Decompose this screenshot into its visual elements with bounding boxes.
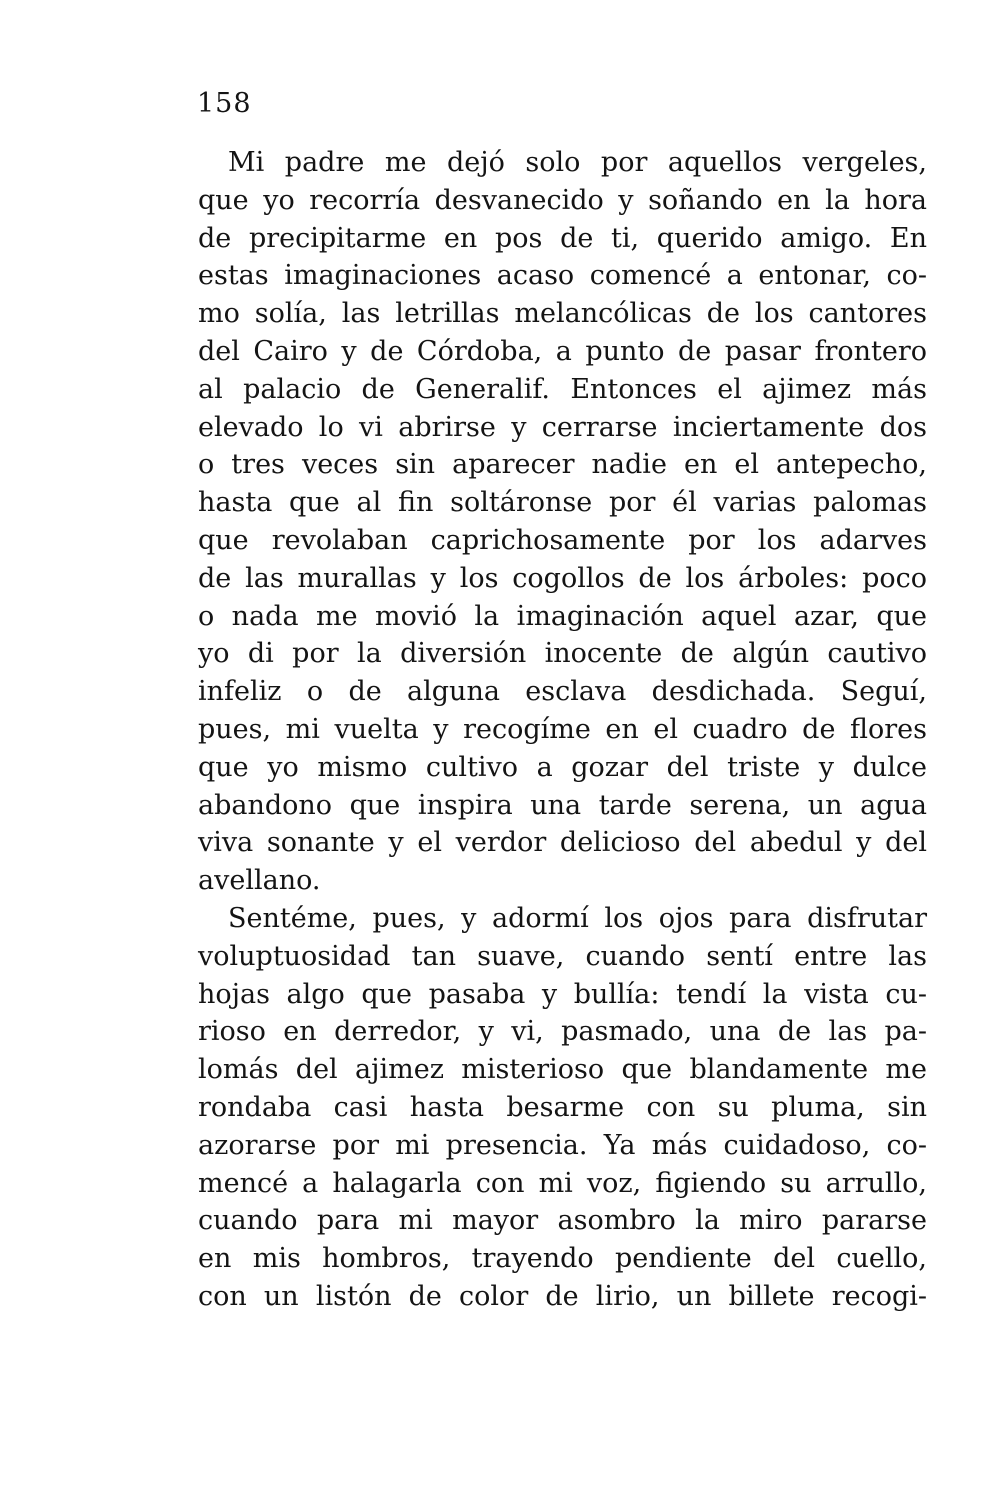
text-line: rioso en derredor, y vi, pasmado, una de las pa- (198, 1016, 927, 1048)
paragraph-2 (198, 900, 927, 1316)
text-line: azorarse por mi presencia. Ya más cuidadoso, co- (198, 1129, 927, 1161)
paragraph-1 (198, 144, 927, 900)
text-line: que yo recorría desvanecido y soñando en la hora (198, 184, 927, 216)
text-line: voluptuosidad tan suave, cuando sentí entre las (198, 940, 927, 972)
text-line: o tres veces sin aparecer nadie en el antepecho, (198, 449, 927, 481)
text-line: que yo mismo cultivo a gozar del triste y dulce (198, 751, 927, 783)
text-line: lomás del ajimez misterioso que blandamente me (198, 1054, 927, 1086)
page-number: 158 (197, 88, 252, 119)
text-line: Sentéme, pues, y adormí los ojos para disfrutar (228, 902, 927, 934)
body-text (198, 144, 927, 1316)
text-line: Mi padre me dejó solo por aquellos vergeles, (228, 147, 927, 178)
text-line: del Cairo y de Córdoba, a punto de pasar frontero (198, 335, 927, 367)
text-line: de las murallas y los cogollos de los árboles: poco (198, 562, 927, 594)
text-line: rondaba casi hasta besarme con su pluma, sin (198, 1091, 927, 1123)
text-line: mencé a halagarla con mi voz, figiendo su arrullo, (198, 1167, 927, 1199)
text-line: hojas algo que pasaba y bullía: tendí la vista cu- (198, 978, 927, 1010)
text-line: abandono que inspira una tarde serena, un agua (198, 789, 927, 821)
text-line: yo di por la diversión inocente de algún cautivo (198, 638, 927, 670)
text-line: estas imaginaciones acaso comencé a entonar, co- (198, 260, 927, 292)
text-line: elevado lo vi abrirse y cerrarse inciertamente dos (198, 411, 927, 443)
text-line: de precipitarme en pos de ti, querido amigo. En (198, 222, 927, 254)
text-line: al palacio de Generalif. Entonces el ajimez más (198, 373, 927, 405)
text-line: hasta que al fin soltáronse por él varias palomas (198, 487, 927, 519)
text-line: pues, mi vuelta y recogíme en el cuadro de flores (198, 713, 927, 745)
text-line: mo solía, las letrillas melancólicas de los cantores (198, 298, 927, 330)
text-line: o nada me movió la imaginación aquel azar, que (198, 600, 927, 632)
text-line: infeliz o de alguna esclava desdichada. Seguí, (198, 676, 927, 708)
text-line: en mis hombros, trayendo pendiente del cuello, (198, 1243, 927, 1275)
text-line: que revolaban caprichosamente por los adarves (198, 524, 927, 556)
text-line: cuando para mi mayor asombro la miro pararse (198, 1205, 927, 1237)
text-line: con un listón de color de lirio, un billete recogi- (198, 1280, 927, 1312)
text-line: avellano. (198, 865, 321, 897)
text-line: viva sonante y el verdor delicioso del abedul y del (198, 827, 927, 859)
